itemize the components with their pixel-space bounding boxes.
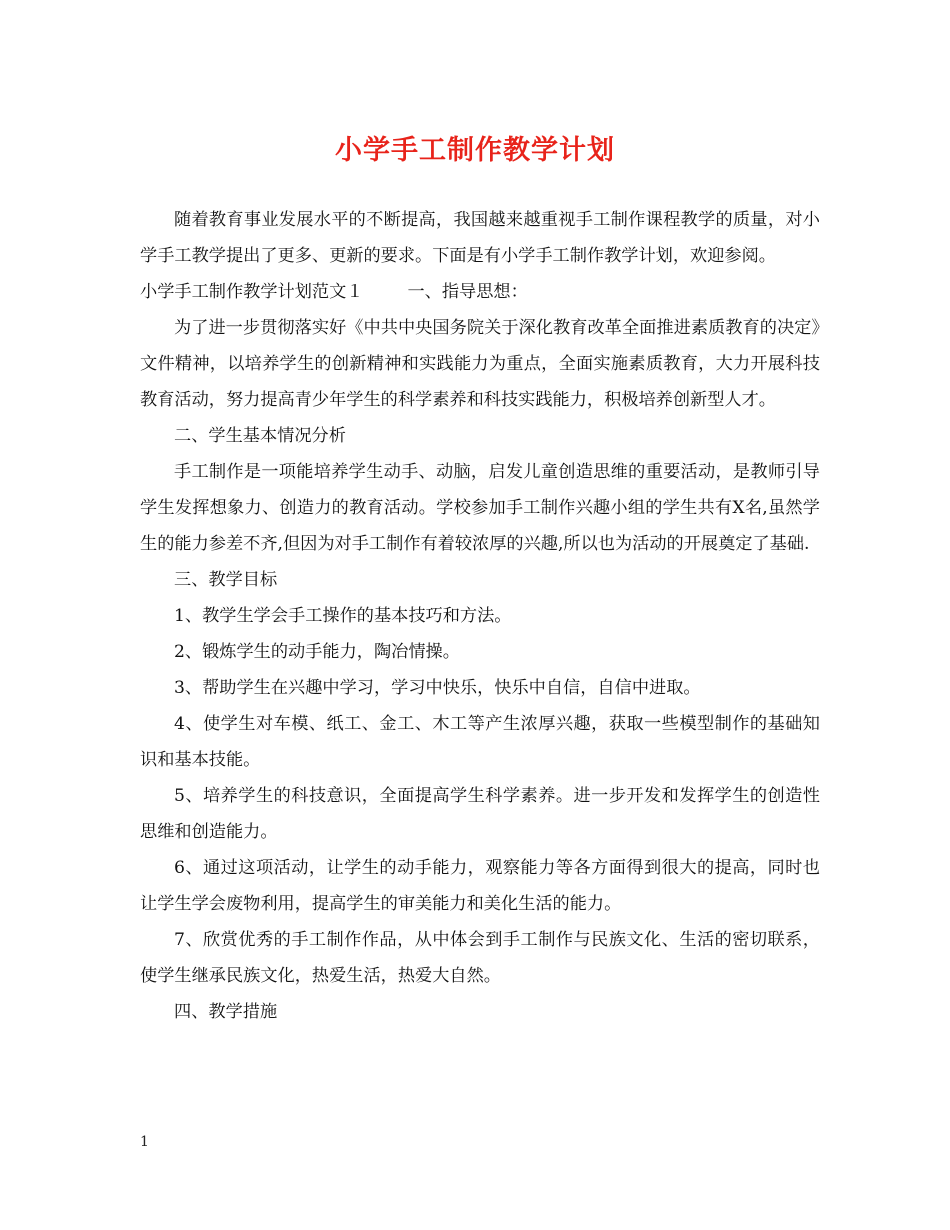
goal-item: 7、欣赏优秀的手工制作作品，从中体会到手工制作与民族文化、生活的密切联系，使学生继承民族文化，热爱生活，热爱大自然。 <box>140 930 820 986</box>
sample-heading-line <box>140 274 820 310</box>
goal-item: 6、通过这项活动，让学生的动手能力，观察能力等各方面得到很大的提高，同时也让学生学会废物利用，提高学生的审美能力和美化生活的能力。 <box>140 858 820 914</box>
sample-heading: 小学手工制作教学计划范文１ <box>140 282 364 302</box>
section4-heading: 四、教学措施 <box>174 1002 278 1022</box>
intro-paragraph: 随着教育事业发展水平的不断提高，我国越来越重视手工制作课程教学的质量，对小学手工教学提出了更多、更新的要求。下面是有小学手工制作教学计划，欢迎参阅。 <box>140 210 820 266</box>
goal-item: 5、培养学生的科技意识，全面提高学生科学素养。进一步开发和发挥学生的创造性思维和创造能力。 <box>140 786 820 842</box>
goal-item: 4、使学生对车模、纸工、金工、木工等产生浓厚兴趣，获取一些模型制作的基础知识和基本技能。 <box>140 714 820 770</box>
section3-heading: 三、教学目标 <box>174 570 278 590</box>
goal-item: 1、教学生学会手工操作的基本技巧和方法。 <box>174 606 512 626</box>
document-body <box>140 202 820 1030</box>
document-title: 小学手工制作教学计划 <box>335 135 615 166</box>
page-number: 1 <box>140 1134 149 1150</box>
section2-paragraph: 手工制作是一项能培养学生动手、动脑，启发儿童创造思维的重要活动，是教师引导学生发挥想象力、创造力的教育活动。学校参加手工制作兴趣小组的学生共有X名,虽然学生的能力参差不齐,但因为对手工制作有着较浓厚的兴趣,所以也为活动的开展奠定了基础. <box>140 462 820 554</box>
goal-item: 2、锻炼学生的动手能力，陶冶情操。 <box>174 642 460 662</box>
goal-item: 3、帮助学生在兴趣中学习，学习中快乐，快乐中自信，自信中进取。 <box>174 678 701 698</box>
section2-heading: 二、学生基本情况分析 <box>174 426 346 446</box>
section1-heading: 一、指导思想： <box>407 282 528 302</box>
section1-paragraph: 为了进一步贯彻落实好《中共中央国务院关于深化教育改革全面推进素质教育的决定》文件精神，以培养学生的创新精神和实践能力为重点，全面实施素质教育，大力开展科技教育活动，努力提高青少年学生的科学素养和科技实践能力，积极培养创新型人才。 <box>140 318 820 410</box>
